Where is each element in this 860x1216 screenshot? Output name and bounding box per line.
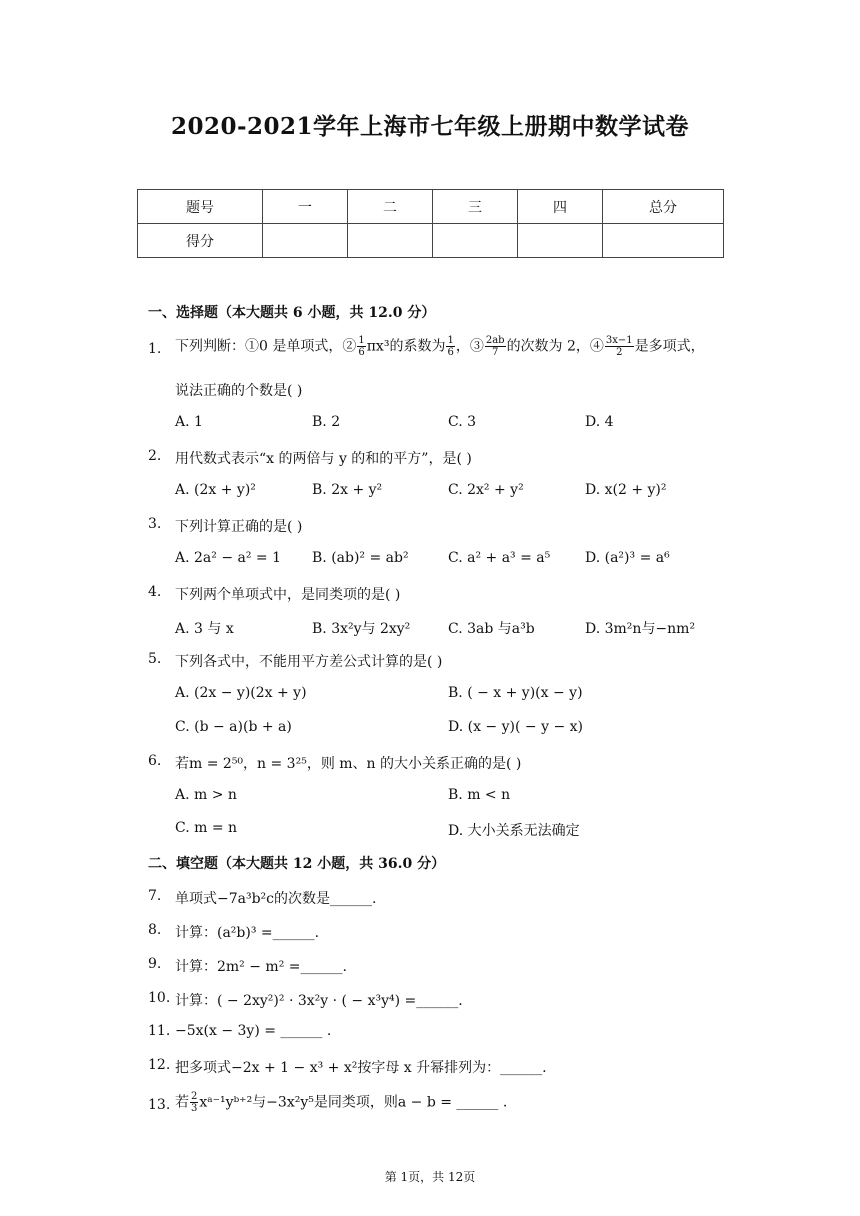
numerator: 2 <box>191 1091 198 1102</box>
question-text: 计算：(a²b)³ =______. <box>175 925 320 941</box>
question-number: 5. <box>148 651 162 667</box>
option-c: C. 2x² + y² <box>448 482 524 498</box>
score-table-header-row <box>138 190 724 224</box>
score-cell: 一 <box>263 190 348 224</box>
question-text-line2: 说法正确的个数是( ) <box>175 383 303 399</box>
score-table <box>137 189 724 258</box>
option-d: D. (a²)³ = a⁶ <box>585 550 670 566</box>
score-cell: 三 <box>433 190 518 224</box>
option-a: A. (2x + y)² <box>175 482 256 498</box>
option-a: A. 3 与 x <box>175 621 234 637</box>
question-text: 把多项式−2x + 1 − x³ + x²按字母 x 升幂排列为：______. <box>175 1060 547 1076</box>
question-text <box>175 1091 507 1114</box>
text-run: 是多项式， <box>634 338 705 355</box>
option-a: A. 2a² − a² = 1 <box>175 550 282 566</box>
option-d: D. (x − y)( − y − x) <box>448 719 583 735</box>
option-c: C. 3ab 与a³b <box>448 621 535 637</box>
question-text: 计算：( − 2xy²)² · 3x²y · ( − x³y⁴) =______. <box>175 993 463 1009</box>
question-number: 11. <box>148 1023 171 1039</box>
question-text: 下列各式中，不能用平方差公式计算的是( ) <box>175 654 443 670</box>
denominator: 6 <box>358 347 365 358</box>
option-c: C. (b − a)(b + a) <box>175 719 292 735</box>
question-text: 单项式−7a³b²c的次数是______. <box>175 891 377 907</box>
option-b: B. 2 <box>312 414 341 430</box>
text-run: πx³的系数为 <box>366 338 446 355</box>
question-number: 1. <box>148 341 162 357</box>
question-number: 7. <box>148 888 162 904</box>
option-b: B. (ab)² = ab² <box>312 550 409 566</box>
question-number: 10. <box>148 990 171 1006</box>
option-c: C. 3 <box>448 414 477 430</box>
text-run: 的次数为 2，④ <box>506 338 604 355</box>
question-text: −5x(x − 3y) = ______ . <box>175 1023 332 1039</box>
score-blank <box>263 224 348 258</box>
text-run: 下列判断：①0 是单项式，② <box>175 338 357 355</box>
question-number: 9. <box>148 956 162 972</box>
question-text: 下列两个单项式中，是同类项的是( ) <box>175 587 401 603</box>
option-b: B. 3x²y与 2xy² <box>312 621 411 637</box>
score-cell: 得分 <box>138 224 263 258</box>
numerator: 1 <box>358 335 365 346</box>
question-text: 下列计算正确的是( ) <box>175 519 303 535</box>
question-text <box>175 335 705 358</box>
option-a: A. (2x − y)(2x + y) <box>175 685 307 701</box>
denominator: 6 <box>447 347 454 358</box>
numerator: 3x−1 <box>605 335 633 346</box>
score-cell: 总分 <box>603 190 724 224</box>
question-text: 用代数式表示“x 的两倍与 y 的和的平方”，是( ) <box>175 451 472 467</box>
page-footer: 第 1页，共 12页 <box>384 1170 476 1184</box>
option-a: A. m > n <box>175 787 237 803</box>
section-heading: 二、填空题（本大题共 12 小题，共 36.0 分） <box>148 856 446 872</box>
fraction <box>605 335 634 358</box>
fraction <box>190 1091 198 1114</box>
option-c: C. a² + a³ = a⁵ <box>448 550 551 566</box>
fraction <box>485 335 506 358</box>
score-blank <box>348 224 433 258</box>
question-number: 6. <box>148 753 162 769</box>
option-d: D. 大小关系无法确定 <box>448 823 580 839</box>
exam-title: 2020-2021学年上海市七年级上册期中数学试卷 <box>170 113 690 140</box>
denominator: 2 <box>616 347 623 358</box>
option-b: B. ( − x + y)(x − y) <box>448 685 583 701</box>
question-number: 2. <box>148 448 162 464</box>
section-heading: 一、选择题（本大题共 6 小题，共 12.0 分） <box>148 305 436 321</box>
option-a: A. 1 <box>175 414 203 430</box>
score-blank <box>603 224 724 258</box>
score-cell: 二 <box>348 190 433 224</box>
score-blank <box>518 224 603 258</box>
fraction <box>446 335 454 358</box>
question-text: 计算：2m² − m² =______. <box>175 959 347 975</box>
option-c: C. m = n <box>175 820 238 836</box>
question-number: 8. <box>148 922 162 938</box>
text-run: xᵃ⁻¹yᵇ⁺²与−3x²y⁵是同类项，则a − b = ______ . <box>199 1094 508 1111</box>
score-cell: 题号 <box>138 190 263 224</box>
option-d: D. 3m²n与−nm² <box>585 621 696 637</box>
score-blank <box>433 224 518 258</box>
text-run: 若 <box>175 1094 189 1111</box>
text-run: ，③ <box>455 338 484 355</box>
option-d: D. 4 <box>585 414 614 430</box>
option-b: B. m < n <box>448 787 511 803</box>
denominator: 3 <box>191 1103 198 1114</box>
question-number: 13. <box>148 1097 171 1113</box>
denominator: 7 <box>492 347 499 358</box>
score-cell: 四 <box>518 190 603 224</box>
numerator: 1 <box>447 335 454 346</box>
option-d: D. x(2 + y)² <box>585 482 667 498</box>
question-number: 3. <box>148 516 162 532</box>
question-number: 12. <box>148 1057 171 1073</box>
score-table-score-row <box>138 224 724 258</box>
option-b: B. 2x + y² <box>312 482 383 498</box>
fraction <box>357 335 365 358</box>
question-number: 4. <box>148 584 162 600</box>
question-text: 若m = 2⁵⁰，n = 3²⁵，则 m、n 的大小关系正确的是( ) <box>175 756 522 772</box>
numerator: 2ab <box>485 335 505 346</box>
